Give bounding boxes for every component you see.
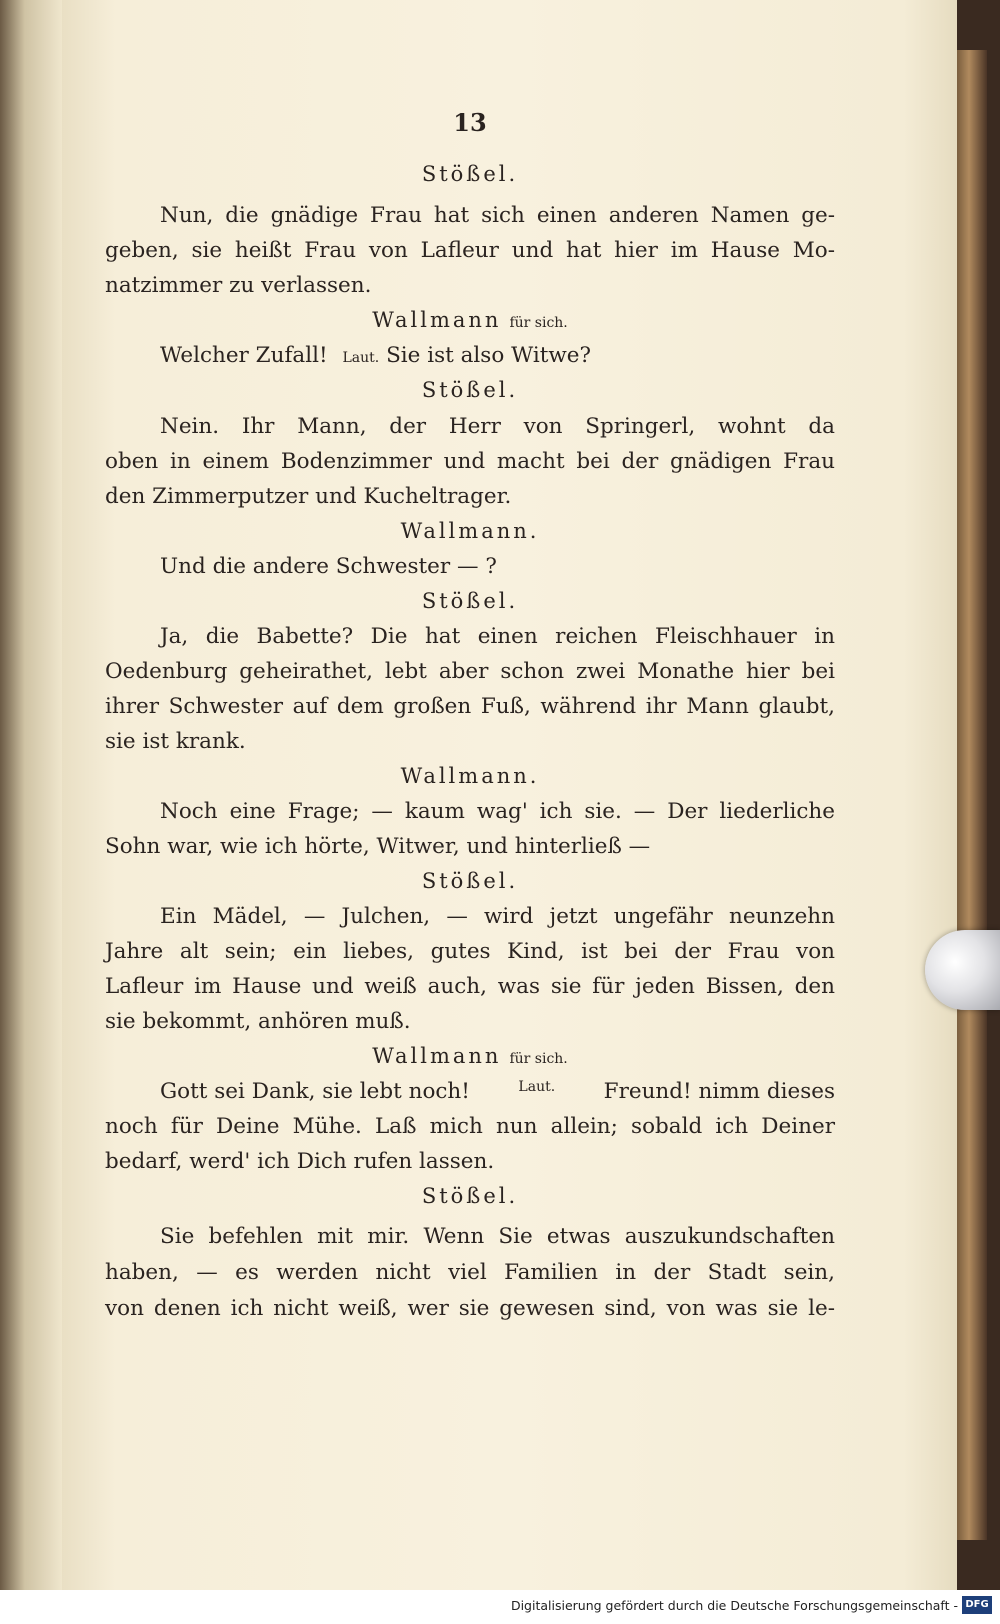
text-line: oben in einem Bodenzimmer und macht bei der gnädigen Frau <box>105 449 835 474</box>
speaker-wallmann <box>105 308 835 332</box>
text-line: Sohn war, wie ich hörte, Witwer, und hinterließ — <box>105 834 651 859</box>
text-fragment: Freund! nimm dieses <box>603 1079 835 1104</box>
speaker-stoessel: Stößel. <box>421 162 519 186</box>
speaker-stoessel: Stößel. <box>421 378 519 402</box>
stage-direction: Laut. <box>342 350 380 366</box>
text-line <box>160 1079 835 1104</box>
text-line: Noch eine Frage; — kaum wag' ich sie. — Der liederliche <box>160 799 835 824</box>
text-line: Und die andere Schwester — ? <box>160 554 497 579</box>
stage-direction: für sich. <box>509 315 568 331</box>
speaker-wallmann <box>105 1044 835 1068</box>
text-line: Lafleur im Hause und weiß auch, was sie für jeden Bissen, den <box>105 974 835 999</box>
speaker-name: Wallmann <box>372 308 502 332</box>
page-holder-clip <box>925 930 1000 1010</box>
dfg-logo: DFG <box>962 1596 992 1614</box>
text-fragment: Sie ist also Witwe? <box>386 343 592 368</box>
text-line: Oedenburg geheirathet, lebt aber schon zwei Monathe hier bei <box>105 659 835 684</box>
text-line: Jahre alt sein; ein liebes, gutes Kind, ist bei der Frau von <box>105 939 835 964</box>
text-line: geben, sie heißt Frau von Lafleur und hat hier im Hause Mo- <box>105 238 835 263</box>
text-line: sie bekommt, anhören muß. <box>105 1009 411 1034</box>
text-line: sie ist krank. <box>105 729 246 754</box>
text-line: den Zimmerputzer und Kucheltrager. <box>105 484 512 509</box>
speaker-wallmann: Wallmann. <box>400 519 540 543</box>
text-line: Ja, die Babette? Die hat einen reichen Fleischhauer in <box>160 624 835 649</box>
speaker-stoessel: Stößel. <box>421 589 519 613</box>
text-line: natzimmer zu verlassen. <box>105 273 372 298</box>
speaker-stoessel: Stößel. <box>421 1184 519 1208</box>
text-line: Nein. Ihr Mann, der Herr von Springerl, wohnt da <box>160 414 835 439</box>
stage-direction: für sich. <box>509 1051 568 1067</box>
speaker-stoessel: Stößel. <box>421 869 519 893</box>
book-gutter <box>0 0 62 1590</box>
speaker-wallmann: Wallmann. <box>400 764 540 788</box>
text-line: Ein Mädel, — Julchen, — wird jetzt ungefähr neunzehn <box>160 904 835 929</box>
text-line: von denen ich nicht weiß, wer sie gewesen sind, von was sie le- <box>105 1296 835 1321</box>
text-line: haben, — es werden nicht viel Familien in der Stadt sein, <box>105 1260 835 1285</box>
page-edge-right <box>957 50 987 1540</box>
footer-bar <box>0 1590 1000 1624</box>
stage-direction: Laut. <box>518 1079 556 1095</box>
text-line <box>160 343 835 368</box>
speaker-name: Wallmann <box>372 1044 502 1068</box>
text-line: Nun, die gnädige Frau hat sich einen anderen Namen ge- <box>160 203 835 228</box>
text-fragment: Gott sei Dank, sie lebt noch! <box>160 1079 470 1104</box>
text-line: noch für Deine Mühe. Laß mich nun allein; sobald ich Deiner <box>105 1114 835 1139</box>
page-number: 13 <box>453 108 487 137</box>
text-line: Sie befehlen mit mir. Wenn Sie etwas auszukundschaften <box>160 1224 835 1249</box>
text-line: ihrer Schwester auf dem großen Fuß, während ihr Mann glaubt, <box>105 694 835 719</box>
text-fragment: Welcher Zufall! <box>160 343 328 368</box>
text-line: bedarf, werd' ich Dich rufen lassen. <box>105 1149 495 1174</box>
funding-notice: Digitalisierung gefördert durch die Deutsche Forschungsgemeinschaft - <box>510 1598 958 1613</box>
